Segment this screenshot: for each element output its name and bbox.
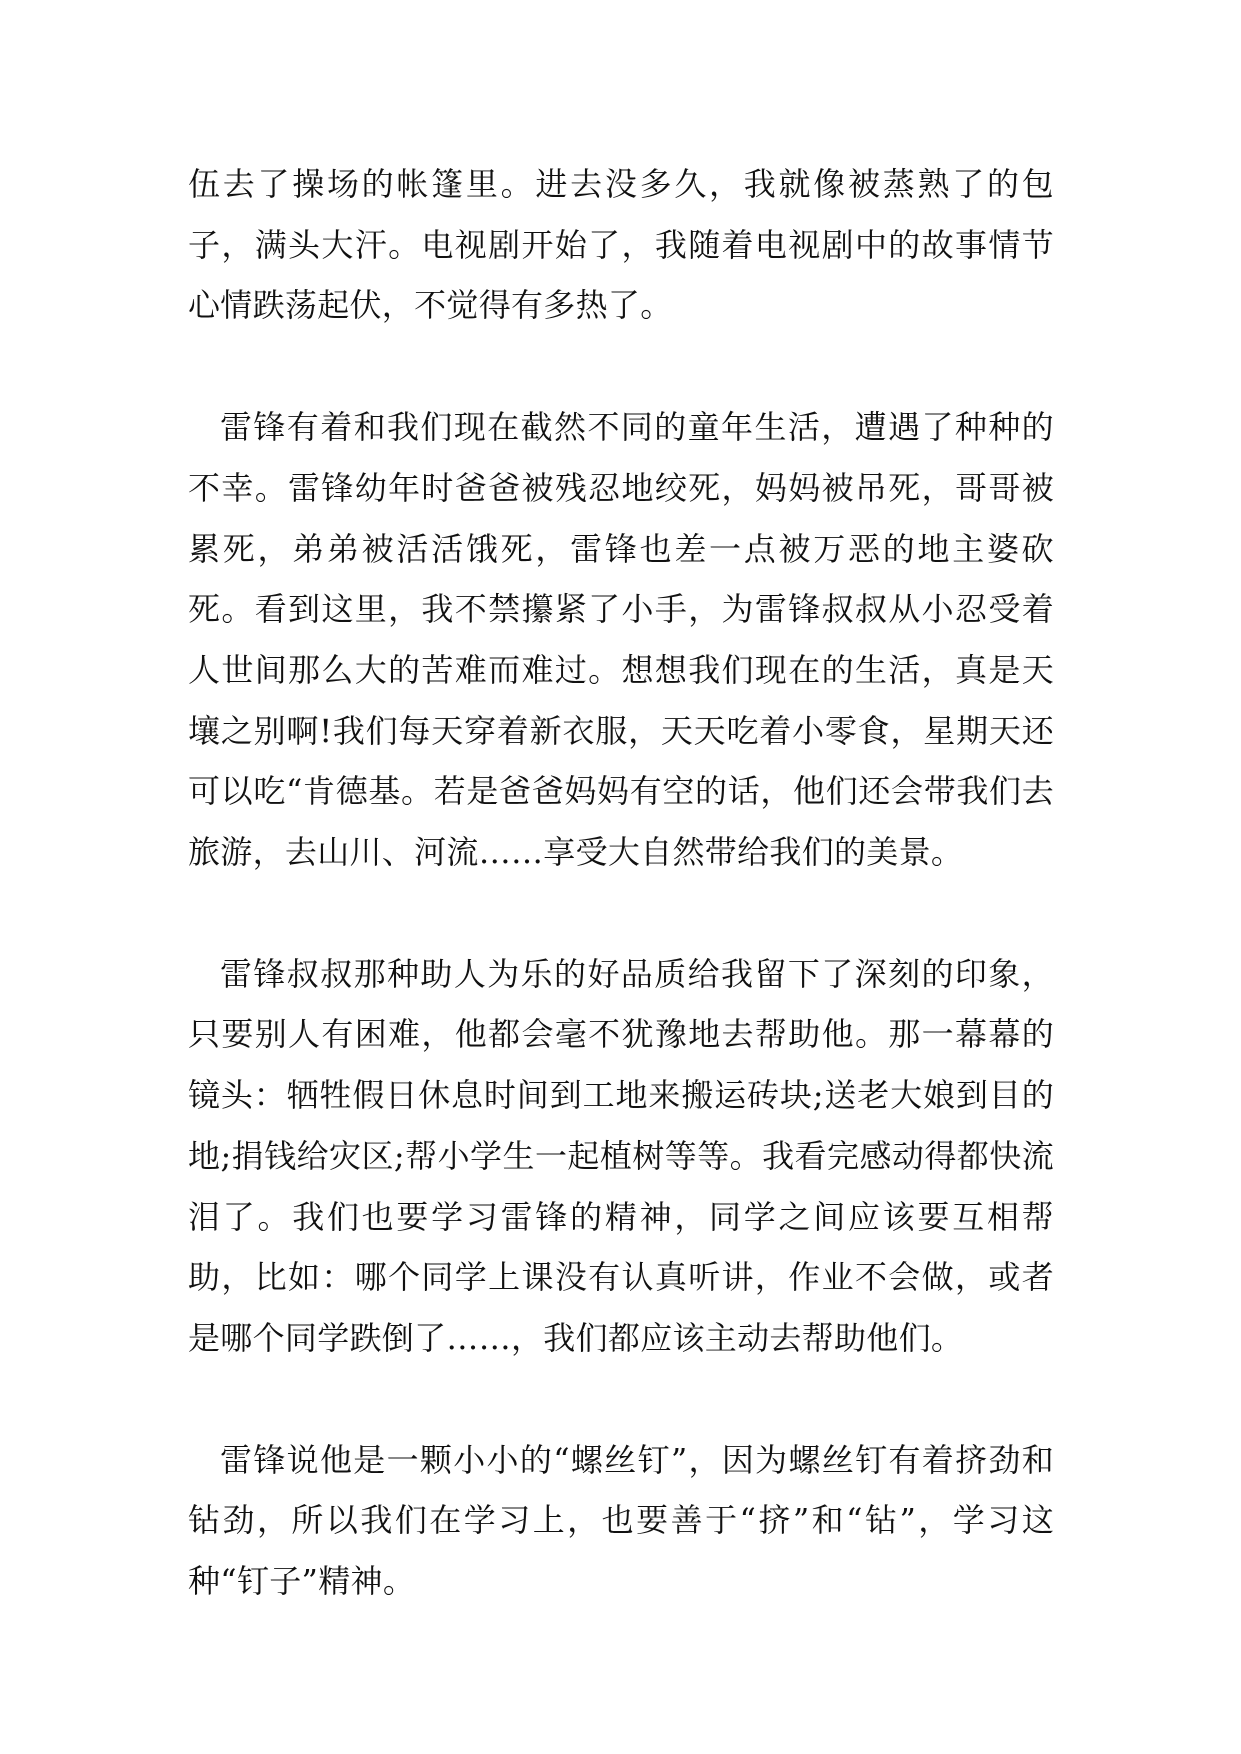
paragraph-3: 雷锋叔叔那种助人为乐的好品质给我留下了深刻的印象，只要别人有困难，他都会毫不犹豫地去帮助他。那一幕幕的镜头：牺牲假日休息时间到工地来搬运砖块;送老大娘到目的地;捐钱给灾区;帮小学生一起植树等等。我看完感动得都快流泪了。我们也要学习雷锋的精神，同学之间应该要互相帮助，比如：哪个同学上课没有认真听讲，作业不会做，或者是哪个同学跌倒了……，我们都应该主动去帮助他们。: [188, 954, 1054, 1357]
paragraph-gap: [188, 1369, 1054, 1430]
document-body: [188, 154, 1054, 1612]
paragraph-1: 伍去了操场的帐篷里。进去没多久，我就像被蒸熟了的包子，满头大汗。电视剧开始了，我随着电视剧中的故事情节心情跌荡起伏，不觉得有多热了。: [188, 165, 1054, 325]
paragraph-gap: [188, 883, 1054, 944]
paragraph-2: 雷锋有着和我们现在截然不同的童年生活，遭遇了种种的不幸。雷锋幼年时爸爸被残忍地绞死，妈妈被吊死，哥哥被累死，弟弟被活活饿死，雷锋也差一点被万恶的地主婆砍死。看到这里，我不禁攥紧了小手，为雷锋叔叔从小忍受着人世间那么大的苦难而难过。想想我们现在的生活，真是天壤之别啊!我们每天穿着新衣服，天天吃着小零食，星期天还可以吃“肯德基。若是爸爸妈妈有空的话，他们还会带我们去旅游，去山川、河流……享受大自然带给我们的美景。: [188, 408, 1054, 872]
paragraph-4: 雷锋说他是一颗小小的“螺丝钉”，因为螺丝钉有着挤劲和钻劲，所以我们在学习上，也要善于“挤”和“钻”，学习这种“钉子”精神。: [188, 1440, 1054, 1601]
paragraph-gap: [188, 336, 1054, 397]
